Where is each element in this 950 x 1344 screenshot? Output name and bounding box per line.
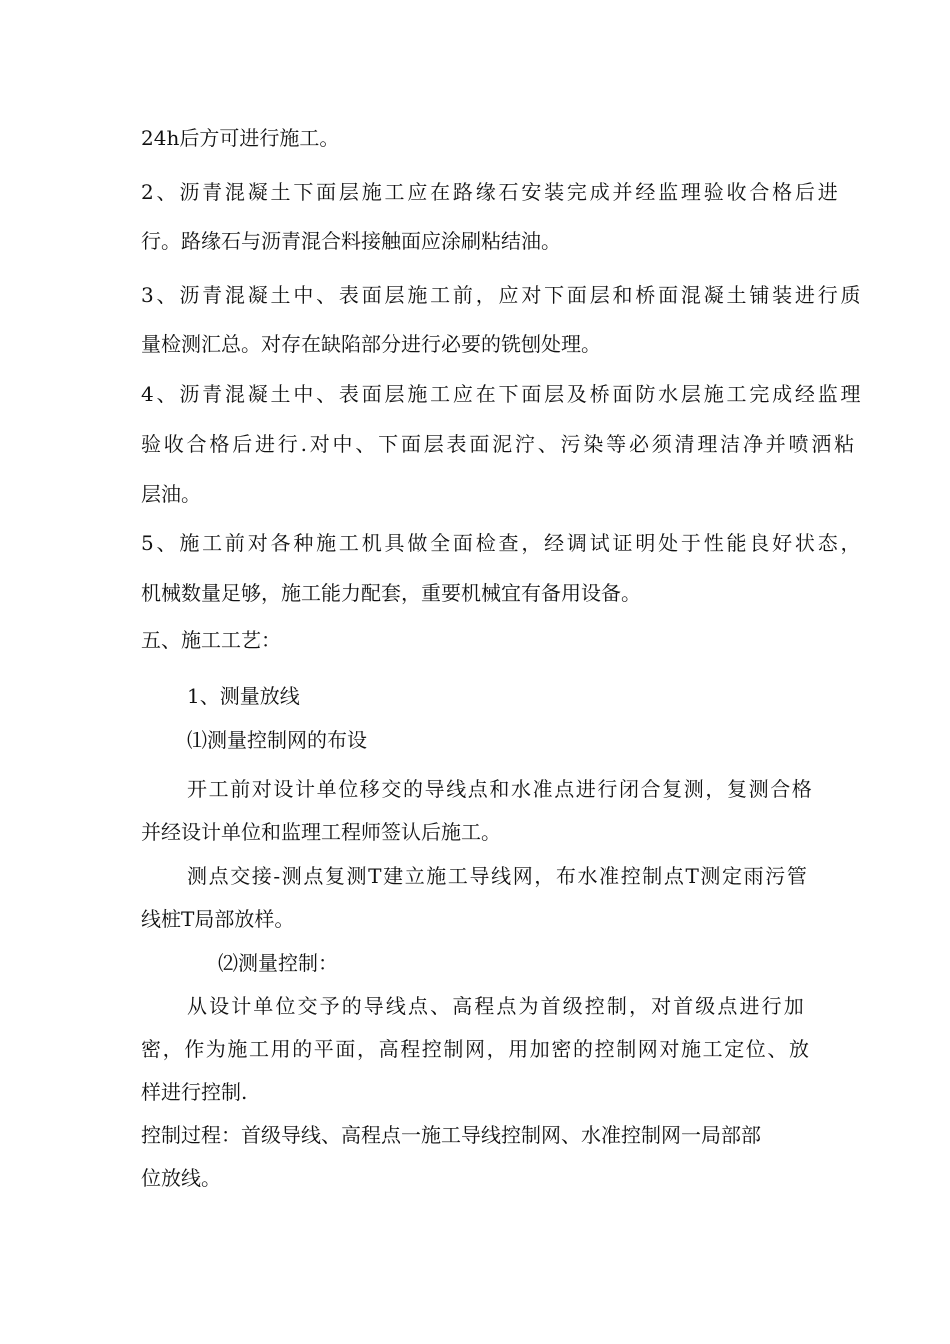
text-line: 测点交接-测点复测T建立施工导线网，布水准控制点T测定雨污管 (187, 864, 809, 888)
text-line: 线桩T局部放样。 (141, 907, 295, 931)
text-line: 2、沥青混凝土下面层施工应在路缘石安装完成并经监理验收合格后进 (141, 180, 841, 204)
text-line: 验收合格后进行.对中、下面层表面泥泞、污染等必须清理洁净并喷洒粘 (141, 432, 857, 456)
subsection-heading: ⑴测量控制网的布设 (187, 728, 367, 752)
text-line: 层油。 (141, 482, 201, 506)
text-line: 控制过程：首级导线、高程点一施工导线控制网、水准控制网一局部部 (141, 1123, 761, 1147)
text-line: 并经设计单位和监理工程师签认后施工。 (141, 820, 501, 844)
text-line: 3、沥青混凝土中、表面层施工前，应对下面层和桥面混凝土铺装进行质 (141, 283, 864, 307)
subsection-heading: 1、测量放线 (187, 684, 300, 708)
text-line: 位放线。 (141, 1166, 221, 1190)
subsection-heading: ⑵测量控制： (218, 951, 338, 975)
section-heading: 五、施工工艺： (141, 628, 281, 652)
text-line: 4、沥青混凝土中、表面层施工应在下面层及桥面防水层施工完成经监理 (141, 382, 864, 406)
text-line: 行。路缘石与沥青混合料接触面应涂刷粘结油。 (141, 229, 561, 253)
text-line: 5、施工前对各种施工机具做全面检查，经调试证明处于性能良好状态， (141, 531, 864, 555)
text-line: 量检测汇总。对存在缺陷部分进行必要的铣刨处理。 (141, 332, 601, 356)
text-line: 样进行控制. (141, 1080, 248, 1104)
text-line: 24h后方可进行施工。 (141, 126, 340, 150)
text-line: 机械数量足够，施工能力配套，重要机械宜有备用设备。 (141, 581, 641, 605)
text-line: 开工前对设计单位移交的导线点和水准点进行闭合复测，复测合格 (187, 777, 814, 801)
text-line: 从设计单位交予的导线点、高程点为首级控制，对首级点进行加 (187, 994, 806, 1018)
text-line: 密，作为施工用的平面，高程控制网，用加密的控制网对施工定位、放 (141, 1037, 811, 1061)
